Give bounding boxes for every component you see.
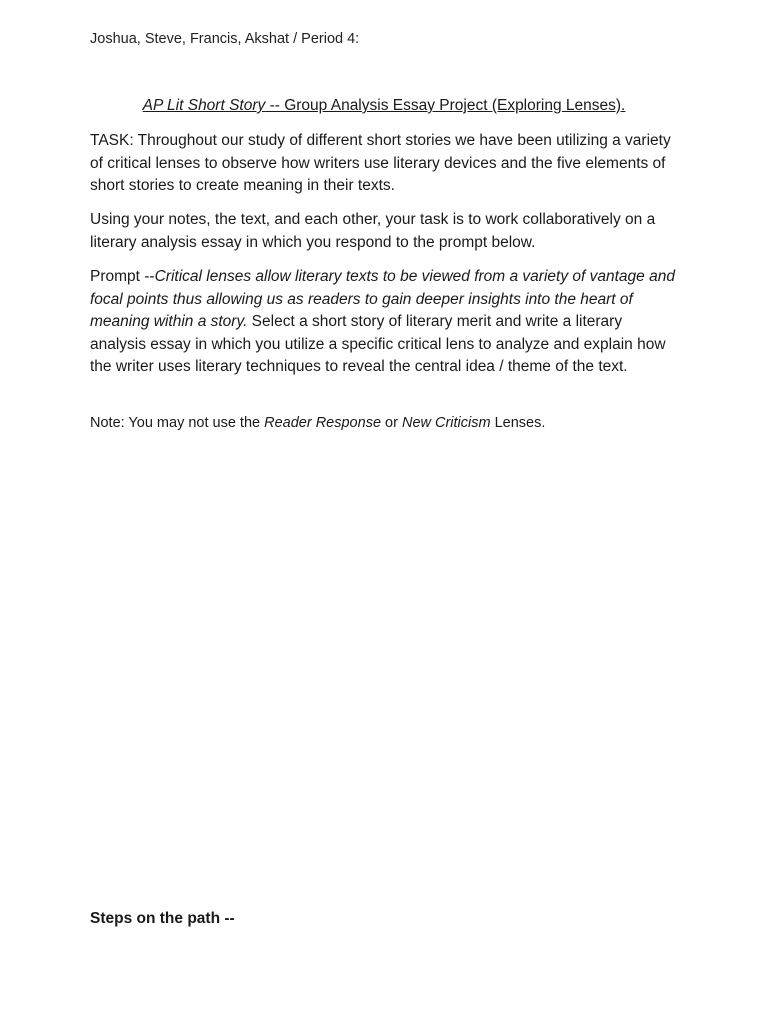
prompt-label: Prompt -- <box>90 268 155 285</box>
note-lens-new-criticism: New Criticism <box>401 415 491 431</box>
header-names: Joshua, Steve, Francis, Akshat / Period 4: <box>90 31 360 47</box>
note-suffix: Lenses. <box>490 415 546 431</box>
note-paragraph <box>90 413 680 433</box>
steps-heading: Steps on the path -- <box>90 910 235 927</box>
title-rest: -- Group Analysis Essay Project (Exploring Lenses). <box>265 97 626 114</box>
page-title <box>90 96 678 116</box>
note-middle: or <box>381 415 402 431</box>
prompt-rest: Select a short story of literary merit and write a literary analysis essay in which you utilize a specific critical lens to analyze and explain how the writer uses literary techniques to reveal the central idea / theme of the text. <box>90 313 666 375</box>
note-prefix: Note: You may not use the <box>90 415 265 431</box>
title-italic: AP Lit Short Story <box>142 97 266 114</box>
prompt-italic: Critical lenses allow literary texts to be viewed from a variety of vantage and focal points thus allowing us as readers to gain deeper insights into the heart of meaning within a story. <box>90 268 675 330</box>
note-lens-reader-response: Reader Response <box>264 415 382 431</box>
task-paragraph: TASK: Throughout our study of different short stories we have been utilizing a variety of critical lenses to observe how writers use literary devices and the five elements of short stories to create meaning in their texts. <box>90 132 671 194</box>
instructions-paragraph: Using your notes, the text, and each other, your task is to work collaboratively on a literary analysis essay in which you respond to the prompt below. <box>90 211 656 251</box>
prompt-paragraph <box>90 266 680 379</box>
